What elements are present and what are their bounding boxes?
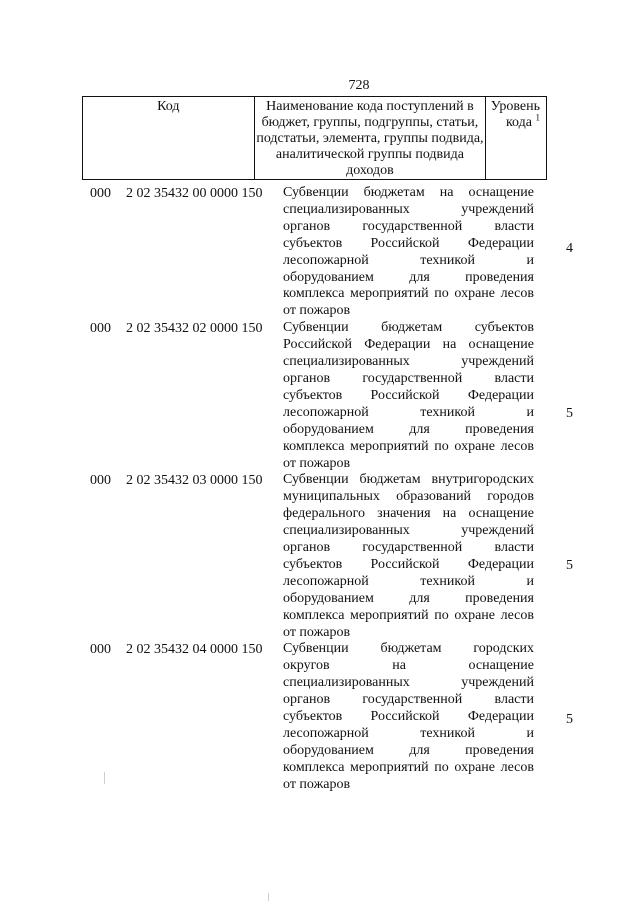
row-description-line: Субвенции бюджетам субъектов	[283, 320, 534, 336]
row-description-line: специализированных учреждений	[283, 201, 534, 217]
row-description-line: лесопожарной техникой и	[283, 404, 534, 420]
row-admin-code: 000	[90, 186, 111, 201]
row-description-line: Субвенции бюджетам городских	[283, 641, 534, 657]
header-name-line: бюджет, группы, подгруппы, статьи,	[261, 115, 479, 130]
header-name-line: Наименование кода поступлений в	[266, 99, 474, 114]
row-description-line: Российской Федерации на оснащение	[283, 337, 534, 353]
row-description-line: комплекса мероприятий по охране лесов	[283, 438, 534, 454]
row-description-line: органов государственной власти	[283, 370, 534, 386]
row-description-line: специализированных учреждений	[283, 523, 534, 539]
row-description-line: Субвенции бюджетам внутригородских	[283, 472, 534, 488]
header-level-kod: кода	[505, 115, 532, 130]
row-description-line: органов государственной власти	[283, 218, 534, 234]
scan-artifact	[104, 772, 105, 784]
header-level-label: Уровень	[490, 99, 540, 114]
header-level-footnote: 1	[535, 112, 540, 123]
header-level-cell	[486, 97, 547, 180]
row-level: 4	[566, 241, 573, 256]
header-code-cell	[83, 97, 255, 180]
row-description-line: оборудованием для проведения	[283, 421, 534, 437]
row-level: 5	[566, 558, 573, 574]
row-description-line: Субвенции бюджетам на оснащение	[283, 185, 534, 200]
row-description-line: специализированных учреждений	[283, 675, 534, 691]
header-name-line: подстатьи, элемента, группы подвида,	[256, 131, 484, 146]
row-description-line: от пожаров	[283, 303, 351, 319]
row-description-line: лесопожарной техникой и	[283, 252, 534, 268]
row-admin-code: 000	[90, 321, 111, 337]
row-description-line: округов на оснащение	[283, 658, 534, 674]
row-description-line: субъектов Российской Федерации	[283, 387, 534, 403]
table-row	[0, 185, 640, 320]
table-row	[0, 641, 640, 793]
row-description-line: муниципальных образований городов	[283, 489, 534, 505]
row-description-line: комплекса мероприятий по охране лесов	[283, 607, 534, 623]
row-revenue-code: 2 02 35432 03 0000 150	[126, 473, 263, 489]
code-rows	[0, 185, 640, 794]
row-description-line: субъектов Российской Федерации	[283, 235, 534, 251]
table-row	[0, 320, 640, 472]
table-row	[0, 472, 640, 641]
row-description-line: оборудованием для проведения	[283, 742, 534, 758]
row-description-line: специализированных учреждений	[283, 354, 534, 370]
row-description-line: федерального значения на оснащение	[283, 506, 534, 522]
row-description	[283, 641, 534, 793]
row-level: 5	[566, 712, 573, 728]
row-description-line: субъектов Российской Федерации	[283, 709, 534, 725]
row-description-line: комплекса мероприятий по охране лесов	[283, 759, 534, 775]
scan-artifact	[268, 893, 269, 901]
row-description	[283, 320, 534, 472]
row-admin-code: 000	[90, 473, 111, 489]
row-revenue-code: 2 02 35432 00 0000 150	[126, 186, 263, 201]
row-description-line: лесопожарной техникой и	[283, 573, 534, 589]
row-revenue-code: 2 02 35432 02 0000 150	[126, 321, 263, 337]
row-description-line: от пожаров	[283, 455, 351, 471]
header-name-line: аналитической группы подвида доходов	[275, 147, 464, 178]
header-level-label-2	[488, 112, 540, 131]
row-admin-code: 000	[90, 642, 111, 658]
table-header	[82, 96, 547, 180]
row-description	[283, 472, 534, 641]
row-description-line: субъектов Российской Федерации	[283, 556, 534, 572]
row-description-line: комплекса мероприятий по охране лесов	[283, 286, 534, 302]
row-description-line: органов государственной власти	[283, 692, 534, 708]
row-revenue-code: 2 02 35432 04 0000 150	[126, 642, 263, 658]
row-description-line: органов государственной власти	[283, 540, 534, 556]
row-description-line: оборудованием для проведения	[283, 269, 534, 285]
row-level: 5	[566, 406, 573, 422]
row-description-line: оборудованием для проведения	[283, 590, 534, 606]
page-number: 728	[348, 78, 370, 93]
header-code-label: Код	[157, 99, 180, 114]
row-description-line: лесопожарной техникой и	[283, 726, 534, 741]
row-description	[283, 185, 534, 320]
header-name-cell	[254, 97, 486, 180]
row-description-line: от пожаров	[283, 624, 351, 640]
row-description-line: от пожаров	[283, 776, 351, 792]
